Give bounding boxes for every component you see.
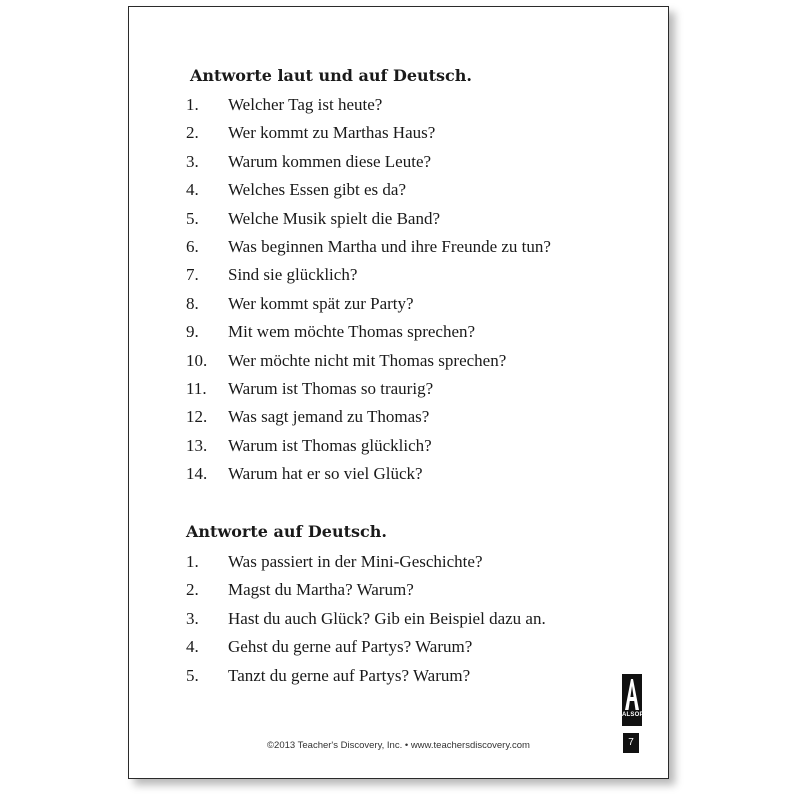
- question-text: Warum ist Thomas so traurig?: [228, 378, 434, 398]
- question-text: Was beginnen Martha und ihre Freunde zu tun?: [228, 236, 551, 256]
- question-text: Wer kommt spät zur Party?: [228, 293, 414, 313]
- question-text: Gehst du gerne auf Partys? Warum?: [228, 637, 473, 657]
- question-number: 4.: [186, 637, 199, 657]
- list-item: [129, 347, 668, 375]
- list-item: [129, 91, 668, 119]
- question-text: Was sagt jemand zu Thomas?: [228, 407, 430, 427]
- worksheet-page: [128, 6, 669, 779]
- question-list-aloud: [129, 91, 668, 488]
- list-item: [129, 233, 668, 261]
- list-item: [129, 576, 668, 604]
- list-item: [129, 148, 668, 176]
- question-number: 3.: [186, 151, 199, 171]
- list-item: [129, 403, 668, 431]
- question-text: Warum ist Thomas glücklich?: [228, 435, 432, 455]
- question-number: 1.: [186, 552, 199, 571]
- list-item: [129, 605, 668, 633]
- list-item: [129, 205, 668, 233]
- question-number: 2.: [186, 123, 199, 143]
- alsop-a-glyph: [622, 674, 642, 712]
- question-number: 5.: [186, 208, 199, 228]
- question-number: 5.: [186, 665, 199, 685]
- copyright-footer: ©2013 Teacher's Discovery, Inc. • www.teachersdiscovery.com: [267, 740, 530, 751]
- question-number: 4.: [186, 180, 199, 200]
- list-item: [129, 432, 668, 460]
- question-number: 12.: [186, 407, 208, 427]
- question-text: Was passiert in der Mini-Geschichte?: [228, 552, 483, 571]
- question-number: 14.: [186, 464, 208, 484]
- list-item: [129, 119, 668, 147]
- section-title-written: Antworte auf Deutsch.: [186, 522, 387, 541]
- list-item: [129, 375, 668, 403]
- list-item: [129, 261, 668, 289]
- question-list-written: [129, 548, 668, 690]
- question-text: Mit wem möchte Thomas sprechen?: [228, 322, 476, 342]
- list-item: [129, 290, 668, 318]
- question-number: 8.: [186, 293, 199, 313]
- question-number: 10.: [186, 350, 208, 370]
- section-title-aloud: Antworte laut und auf Deutsch.: [190, 66, 472, 85]
- question-text: Welcher Tag ist heute?: [228, 95, 383, 114]
- list-item: [129, 176, 668, 204]
- question-text: Wer möchte nicht mit Thomas sprechen?: [228, 350, 507, 370]
- question-number: 6.: [186, 236, 199, 256]
- question-number: 3.: [186, 608, 199, 628]
- list-item: [129, 548, 668, 576]
- question-number: 9.: [186, 322, 199, 342]
- logo-label: ALSOP: [622, 712, 644, 718]
- question-text: Tanzt du gerne auf Partys? Warum?: [228, 665, 471, 685]
- question-number: 13.: [186, 435, 208, 455]
- question-text: Hast du auch Glück? Gib ein Beispiel dazu an.: [228, 608, 546, 628]
- question-text: Warum hat er so viel Glück?: [228, 464, 423, 484]
- question-text: Welche Musik spielt die Band?: [228, 208, 441, 228]
- question-text: Warum kommen diese Leute?: [228, 151, 432, 171]
- question-text: Magst du Martha? Warum?: [228, 580, 414, 600]
- list-item: [129, 318, 668, 346]
- list-item: [129, 662, 668, 690]
- page-number: 7: [623, 733, 639, 753]
- question-text: Welches Essen gibt es da?: [228, 180, 407, 200]
- alsop-logo-icon: [622, 674, 642, 726]
- question-number: 1.: [186, 95, 199, 114]
- question-number: 7.: [186, 265, 199, 285]
- question-number: 2.: [186, 580, 199, 600]
- question-text: Sind sie glücklich?: [228, 265, 358, 285]
- question-number: 11.: [186, 378, 207, 398]
- list-item: [129, 460, 668, 488]
- question-text: Wer kommt zu Marthas Haus?: [228, 123, 436, 143]
- list-item: [129, 633, 668, 661]
